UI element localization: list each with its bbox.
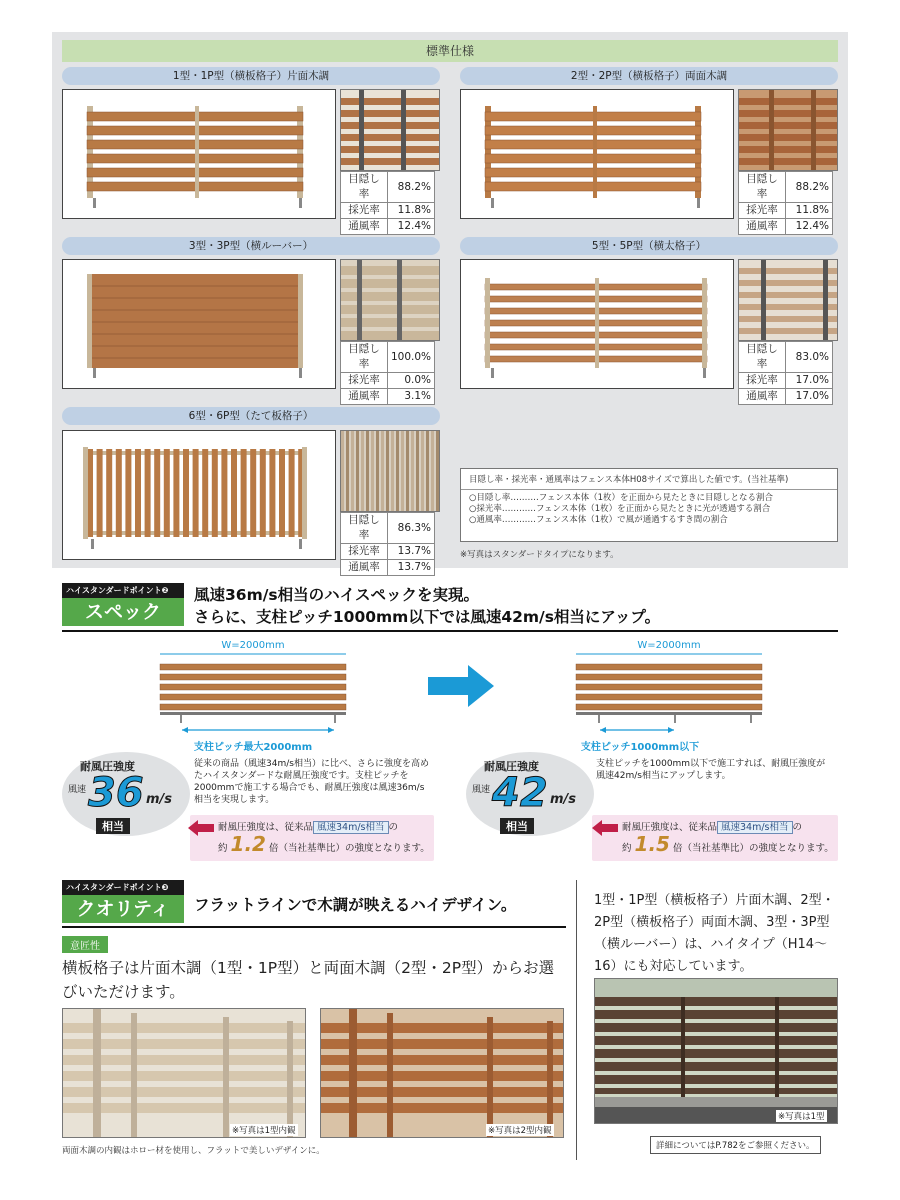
fence-photo-icon xyxy=(321,1009,563,1137)
right-width-label: W=2000mm xyxy=(637,640,701,651)
type3-fence-illustration xyxy=(62,259,336,389)
quality-text: 横板格子は片面木調（1型・1P型）と両面木調（2型・2P型）からお選びいただけます。 xyxy=(62,959,555,1001)
arrow-right-icon xyxy=(428,665,494,707)
left-width-label: W=2000mm xyxy=(221,640,285,651)
spec-heading-line2: さらに、支柱ピッチ1000mm以下では風速42m/s相当にアップ。 xyxy=(194,608,661,626)
wind-unit: m/s xyxy=(550,792,577,807)
louver-fence-icon xyxy=(63,260,335,388)
note-line: ○目隠し率‥‥‥‥‥フェンス本体（1枚）を正面から見たときに目隠しとなる割合 xyxy=(469,493,774,503)
compare-approx: 約 xyxy=(218,843,228,854)
quality-tab xyxy=(62,880,184,926)
compare-post: 倍（当社基準比）の強度となります。 xyxy=(269,843,430,854)
type3-label: 3型・3P型（横ルーバー） xyxy=(62,237,440,255)
right-pitch-label: 支柱ピッチ1000mm以下 xyxy=(580,742,700,753)
type2-interior-photo xyxy=(320,1008,564,1138)
fence-photo-icon xyxy=(341,260,439,340)
type6-photo xyxy=(340,430,440,512)
type3-rate-table: 目隠し率 100.0% 採光率 0.0% 通風率 3.1% xyxy=(340,341,435,405)
type5-photo xyxy=(738,259,838,341)
compare-mid: の xyxy=(388,822,399,833)
type6-rate-table: 目隠し率 86.3% 採光率 13.7% 通風率 13.7% xyxy=(340,512,435,576)
vertical-slat-fence-icon xyxy=(63,431,335,559)
wind-speed-36: 36 xyxy=(88,770,144,816)
type1-label: 1型・1P型（横板格子）片面木調 xyxy=(62,67,440,85)
fence-photo-icon xyxy=(341,90,439,170)
fence-photo-icon xyxy=(341,431,439,511)
compare-ratio: 1.2 xyxy=(230,832,266,856)
left-compare-line2 xyxy=(218,832,430,856)
type2-label: 2型・2P型（横板格子）両面木調 xyxy=(460,67,838,85)
quality-divider xyxy=(62,926,566,928)
compare-pre: 耐風圧強度は、従来品 xyxy=(218,822,314,833)
photo1-caption: ※写真は1型内観 xyxy=(232,1126,296,1136)
fence-photo-icon xyxy=(739,90,837,170)
spec-heading xyxy=(194,584,834,628)
type1-photo xyxy=(340,89,440,171)
fence-diagram-icon xyxy=(574,650,764,742)
fence-photo-icon xyxy=(63,1009,305,1137)
arrow-left-icon xyxy=(592,820,618,836)
compare-pre: 耐風圧強度は、従来品 xyxy=(622,822,718,833)
cloud-equivalent: 相当 xyxy=(500,818,534,834)
fence-photo-icon xyxy=(739,260,837,340)
fence-diagram-icon xyxy=(158,650,348,742)
type2-fence-illustration xyxy=(460,89,734,219)
note-header: 目隠し率・採光率・通風率はフェンス本体H08サイズで算出した値です。(当社基準) xyxy=(461,469,837,490)
quality-footnote: 両面木調の内観はホロー材を使用し、フラットで美しいデザインに。 xyxy=(62,1146,325,1156)
right-description: 支柱ピッチを1000mm以下で施工すれば、耐風圧強度が風速42m/s相当にアップします。 xyxy=(596,759,826,781)
type5-rate-table: 目隠し率 83.0% 採光率 17.0% 通風率 17.0% xyxy=(738,341,833,405)
cloud-wind: 風速 xyxy=(472,785,491,795)
type5-fence-illustration xyxy=(460,259,734,389)
spec-heading-line1: 風速36m/s相当のハイスペックを実現。 xyxy=(194,586,479,604)
right-fence-diagram xyxy=(574,650,764,742)
compare-ratio: 1.5 xyxy=(634,832,670,856)
horizontal-slat-fence-icon xyxy=(63,90,335,218)
left-description: 従来の商品（風速34m/s相当）に比べ、さらに強度を高めたハイスタンダードな耐風圧強度です。支柱ピッチを2000mmで施工する場合でも、耐風圧強度は風速36m/s相当を実現します。 xyxy=(194,759,429,805)
type3-photo xyxy=(340,259,440,341)
spec-kicker: ハイスタンダードポイント❷ xyxy=(62,583,184,598)
quality-kicker: ハイスタンダードポイント❸ xyxy=(62,880,184,895)
arrow-left-icon xyxy=(188,820,214,836)
note-line: ○採光率‥‥‥‥‥‥フェンス本体（1枚）を正面から見たときに光が透過する割合 xyxy=(469,504,771,514)
compare-approx: 約 xyxy=(622,843,632,854)
high-type-photo xyxy=(594,978,838,1124)
thick-slat-fence-icon xyxy=(461,260,733,388)
cloud-wind: 風速 xyxy=(68,785,87,795)
spec-divider xyxy=(62,630,838,632)
quality-heading: フラットラインで木調が映えるハイデザイン。 xyxy=(194,896,517,914)
type6-fence-illustration xyxy=(62,430,336,560)
standard-spec-title: 標準仕様 xyxy=(62,40,838,62)
spec-tab xyxy=(62,583,184,629)
photo2-caption: ※写真は2型内観 xyxy=(488,1126,552,1136)
cloud-title: 耐風圧強度 xyxy=(484,760,539,773)
type1-interior-photo xyxy=(62,1008,306,1138)
compare-mid: の xyxy=(792,822,803,833)
cloud-equivalent: 相当 xyxy=(96,818,130,834)
type2-photo xyxy=(738,89,838,171)
photo-note: ※写真はスタンダードタイプになります。 xyxy=(460,550,619,560)
right-compare-line2 xyxy=(622,832,834,856)
left-pitch-label: 支柱ピッチ最大2000mm xyxy=(193,742,313,753)
wind-speed-42: 42 xyxy=(492,770,548,816)
type1-fence-illustration xyxy=(62,89,336,219)
horizontal-slat-fence-icon xyxy=(461,90,733,218)
compare-badge: 風速34m/s相当 xyxy=(717,821,793,834)
note-line: ○通風率‥‥‥‥‥‥フェンス本体（1枚）で風が通過するすき間の割合 xyxy=(469,515,728,525)
wind-unit: m/s xyxy=(146,792,173,807)
type6-label: 6型・6P型（たて板格子） xyxy=(62,407,440,425)
compare-badge: 風速34m/s相当 xyxy=(313,821,389,834)
rate-definition-note xyxy=(460,468,838,542)
spec-tab-label: スペック xyxy=(62,598,184,626)
type2-rate-table: 目隠し率 88.2% 採光率 11.8% 通風率 12.4% xyxy=(738,171,833,235)
type1-rate-table: 目隠し率 88.2% 採光率 11.8% 通風率 12.4% xyxy=(340,171,435,235)
page-reference[interactable]: 詳細についてはP.782をご参照ください。 xyxy=(650,1136,821,1154)
fence-photo-icon xyxy=(595,979,837,1123)
side-photo-caption: ※写真は1型 xyxy=(778,1112,825,1122)
compare-post: 倍（当社基準比）の強度となります。 xyxy=(673,843,834,854)
quality-tab-label: クオリティ xyxy=(62,895,184,923)
design-tag: 意匠性 xyxy=(62,936,108,953)
column-divider xyxy=(576,880,577,1160)
side-text: 1型・1P型（横板格子）片面木調、2型・2P型（横板格子）両面木調、3型・3P型（横ルーバー）は、ハイタイプ（H14〜16）にも対応しています。 xyxy=(594,893,835,974)
type5-label: 5型・5P型（横太格子） xyxy=(460,237,838,255)
left-fence-diagram xyxy=(158,650,348,742)
cloud-title: 耐風圧強度 xyxy=(80,760,135,773)
